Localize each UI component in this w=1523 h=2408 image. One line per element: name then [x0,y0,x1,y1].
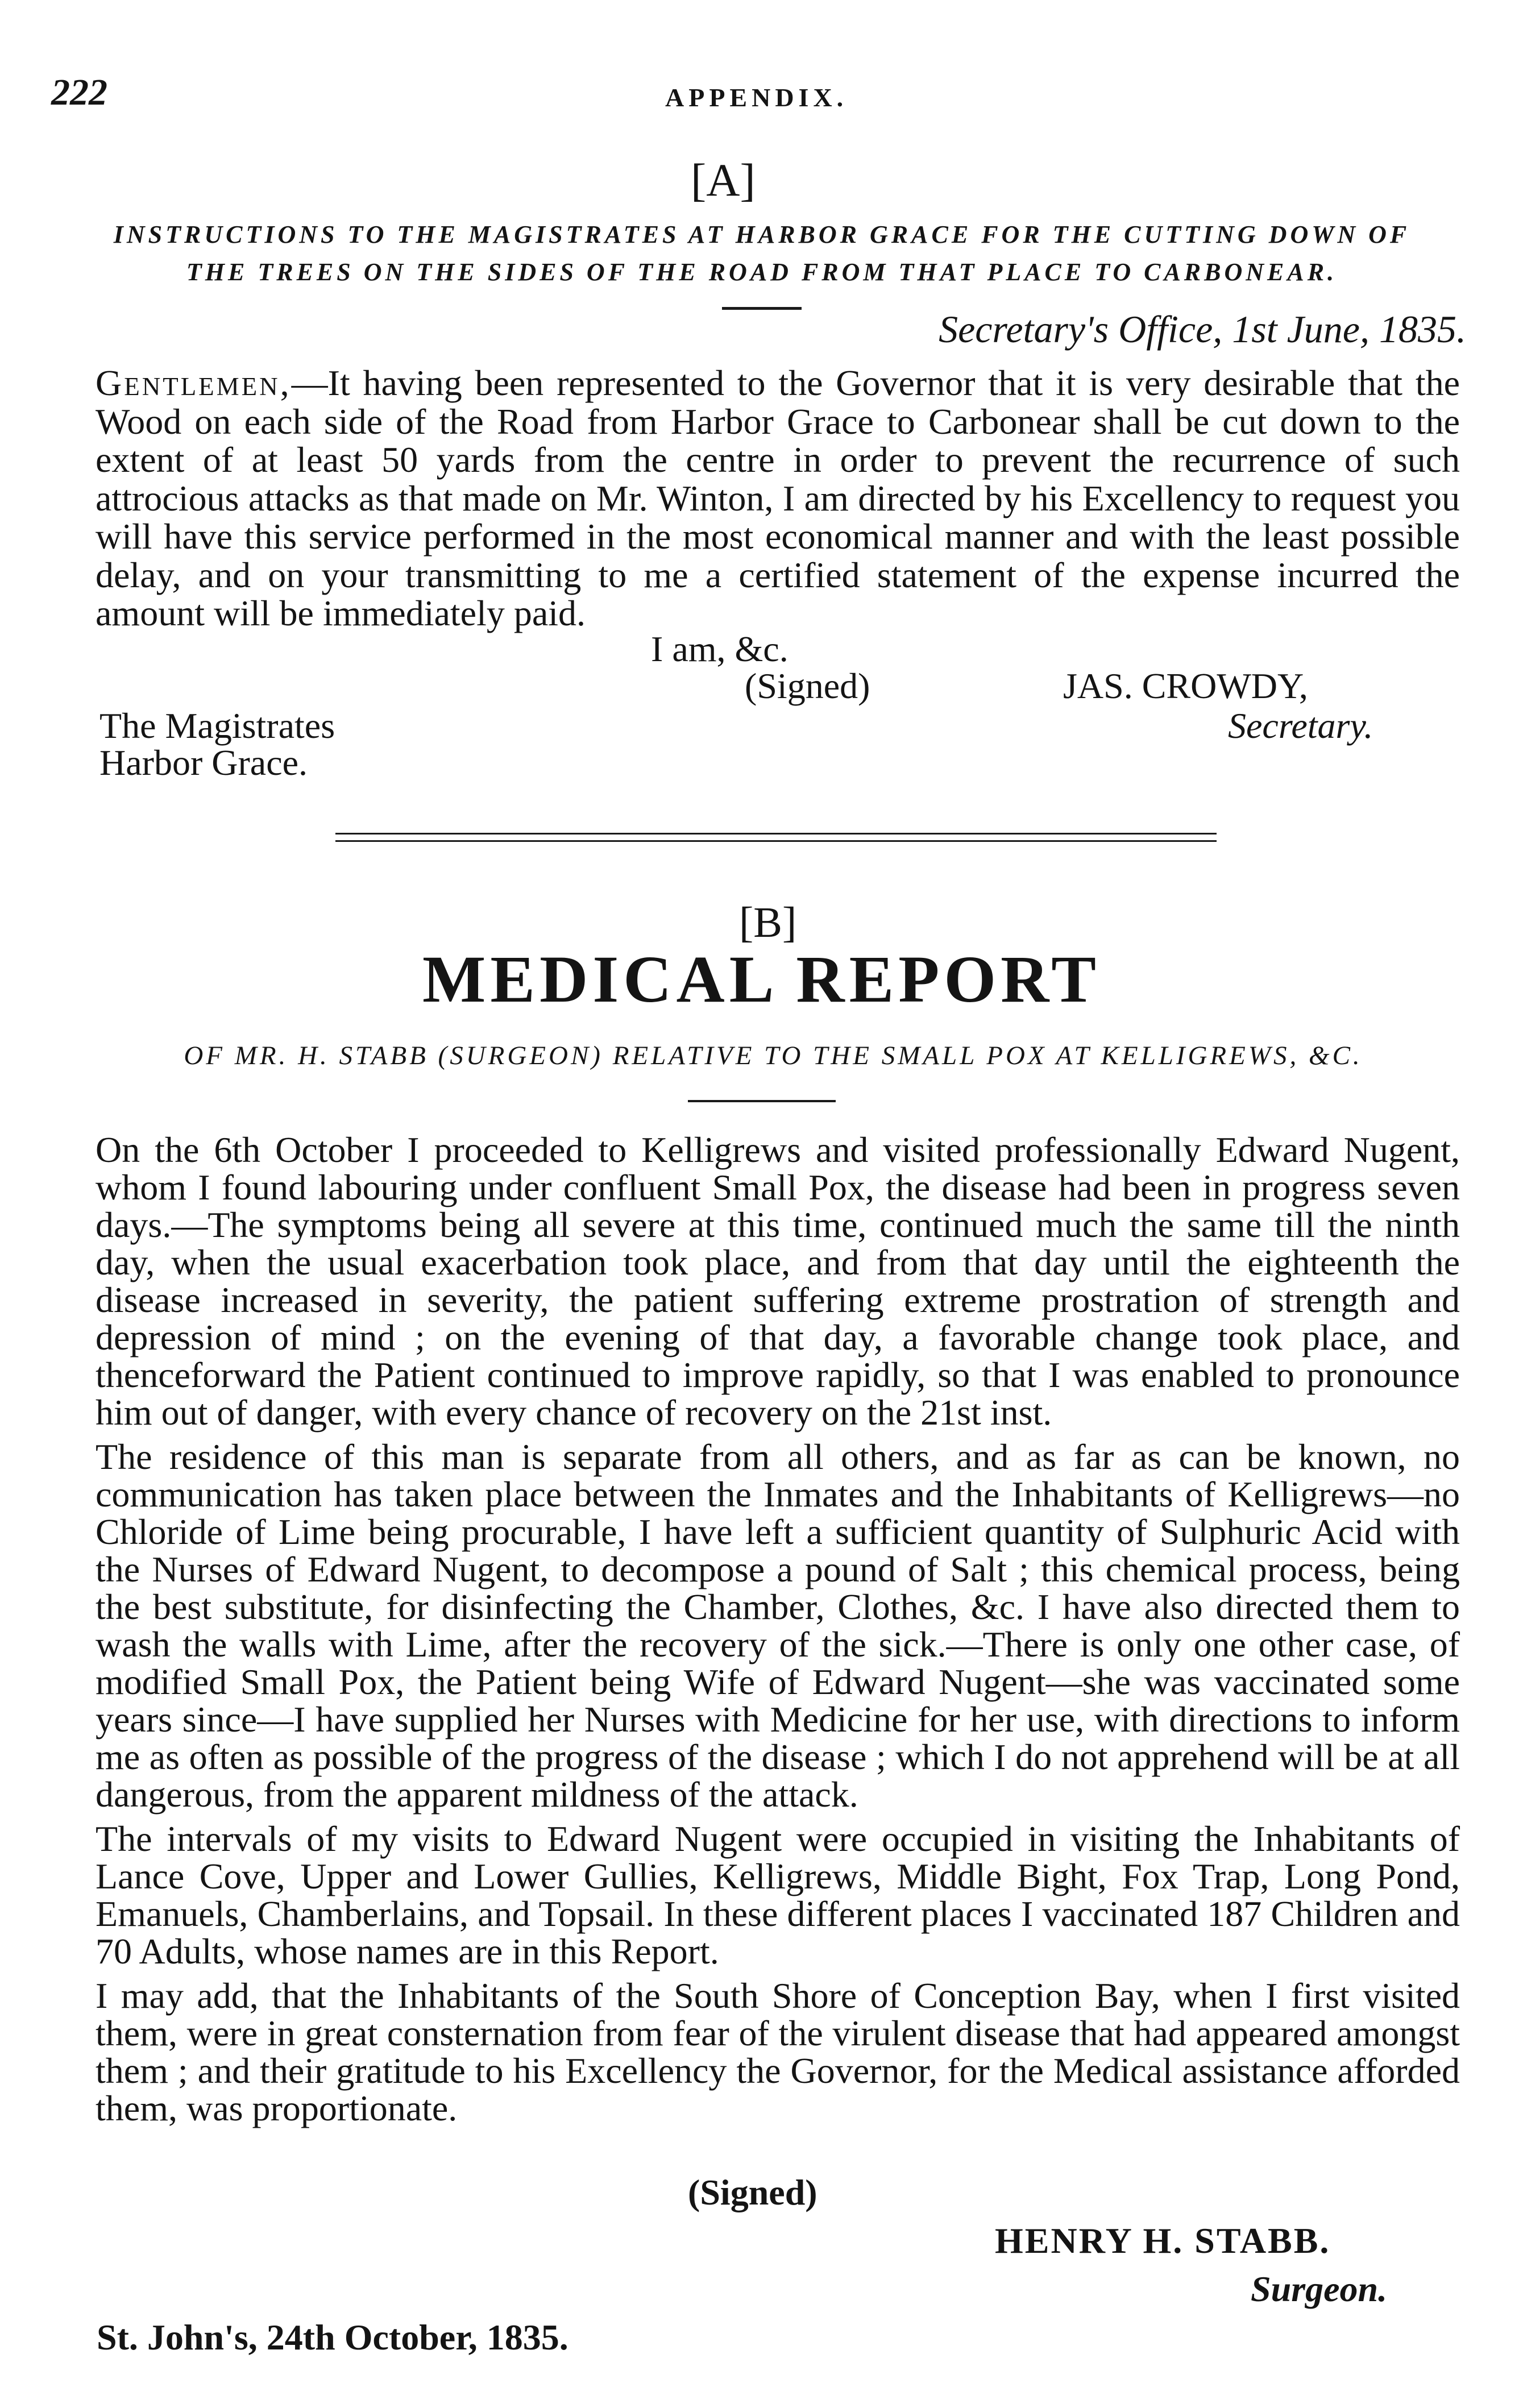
section-a-label: [A] [691,154,756,206]
signatory-title-a: Secretary. [1228,705,1373,746]
salutation: Gentlemen, [96,363,292,403]
signed-label-a: (Signed) [745,666,870,706]
addressee-line1: The Magistrates [99,705,335,746]
section-a-title-line1: INSTRUCTIONS TO THE MAGISTRATES AT HARBOR GRACE FOR THE CUTTING DOWN OF [113,221,1410,248]
short-rule [722,307,802,310]
running-title: APPENDIX. [665,83,848,112]
signed-label-b: (Signed) [688,2172,817,2212]
report-paragraph: The intervals of my visits to Edward Nugent were occupied in visiting the Inhabitants of Lance Cove, Upper and Lower Gullies, Kelligrews, Middle Bight, Fox Trap, Long Pond, Emanuels, Chamberlains, and Topsail. In these different places I vaccinated 187 Children and 70 Adults, whose names are in this Report. [96,1819,1460,1971]
report-subtitle: OF MR. H. STABB (SURGEON) RELATIVE TO THE SMALL POX AT KELLIGREWS, &C. [184,1041,1363,1070]
report-paragraph: I may add, that the Inhabitants of the South Shore of Conception Bay, when I first visited them, were in great consternation from fear of the virulent disease that had appeared amongst them ; and their gratitude to his Excellency the Governor, for the Medical assistance afforded them, was proportionate. [96,1975,1460,2128]
report-paragraph: On the 6th October I proceeded to Kelligrews and visited professionally Edward Nugent, whom I found labouring under confluent Small Pox, the disease had been in progress seven days.—The symptoms being all severe at this time, continued much the same till the ninth day, when the usual exacerbation took place, and from that day until the eighteenth the disease increased in severity, the patient suffering extreme prostration of strength and depression of mind ; on the evening of that day, a favorable change took place, and thenceforward the Patient continued to improve rapidly, so that I was enabled to pronounce him out of danger, with every chance of recovery on the 21st inst. [96,1130,1460,1433]
closing: I am, &c. [651,629,789,669]
letter-text: —It having been represented to the Governor that it is very desirable that the Wood on each side of the Road from Harbor Grace to Carbonear shall be cut down to the extent of at least 50 yards from the centre in order to prevent the recurrence of such attrocious attacks as that made on Mr. Winton, I am directed by his Excellency to request you will have this service performed in the most economical manner and with the least possible delay, and on your transmitting to me a certified statement of the expense incurred the amount will be immediately paid. [96,363,1460,633]
signatory-a: JAS. CROWDY, [1063,666,1308,706]
report-body [96,1131,1460,2134]
letter-body [96,364,1460,633]
separator-rule-bottom [335,840,1217,842]
page-number: 222 [51,72,107,113]
report-paragraph: The residence of this man is separate from all others, and as far as can be known, no communication has taken place between the Inmates and the Inhabitants of Kelligrews—no Chloride of Lime being procurable, I have left a sufficient quantity of Sulphuric Acid with the Nurses of Edward Nugent, to decompose a pound of Salt ; this chemical process, being the best substitute, for disinfecting the Chamber, Clothes, &c. I have also directed them to wash the walls with Lime, after the recovery of the sick.—There is only one other case, of modified Small Pox, the Patient being Wife of Edward Nugent—she was vaccinated some years since—I have supplied her Nurses with Medicine for her use, with directions to inform me as often as possible of the progress of the disease ; which I do not apprehend will be at all dangerous, from the apparent mildness of the attack. [96,1437,1460,1815]
addressee-line2: Harbor Grace. [99,742,308,783]
short-rule-b [688,1100,836,1102]
section-b-label: [B] [739,899,797,946]
signatory-b: HENRY H. STABB. [995,2220,1331,2261]
report-heading: MEDICAL REPORT [422,942,1101,1016]
signatory-title-b: Surgeon. [1251,2269,1388,2309]
place-date: St. John's, 24th October, 1835. [97,2317,568,2357]
separator-rule-top [335,833,1217,835]
dateline: Secretary's Office, 1st June, 1835. [939,308,1466,351]
section-a-title-line2: THE TREES ON THE SIDES OF THE ROAD FROM THAT PLACE TO CARBONEAR. [186,258,1338,286]
